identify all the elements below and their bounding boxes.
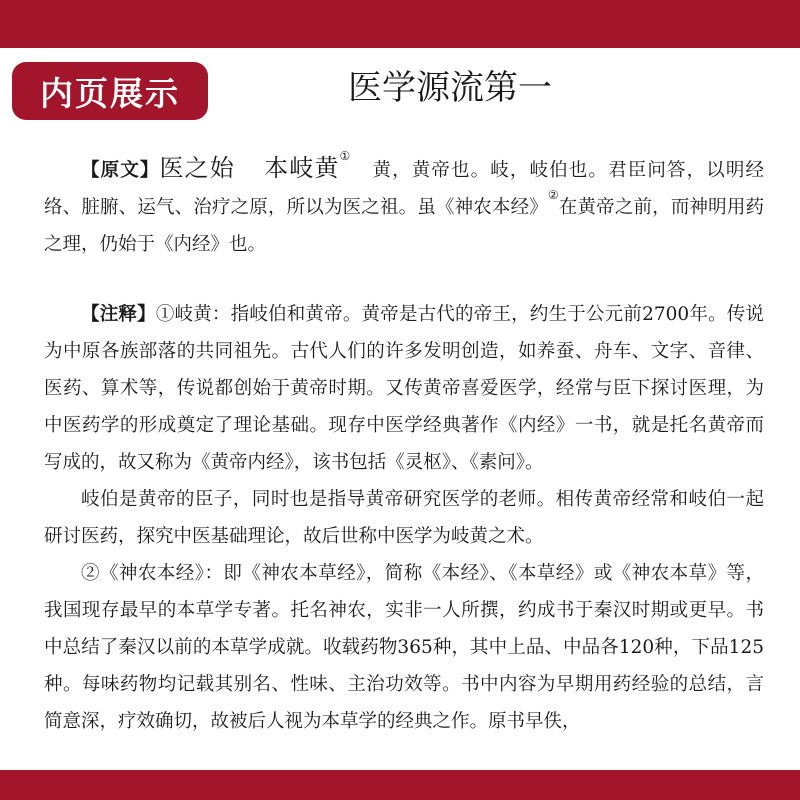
original-text-section bbox=[44, 150, 764, 263]
page-preview-badge: 内页展示 bbox=[12, 62, 208, 120]
note-paragraph-3: ②《神农本经》：即《神农本草经》，简称《本经》、《本草经》或《神农本草》等，我国现存最早的本草学专著。托名神农，实非一人所撰，约成书于秦汉时期或更早。书中总结了秦汉以前的本草学成就。收载药物365种，其中上品、中品各120种，下品125种。每味药物均记载其别名、性味、主治功效等。书中内容为早期用药经验的总结，言简意深，疗效确切，故被后人视为本草学的经典之作。原书早佚， bbox=[44, 563, 764, 732]
note-paragraph-2: 岐伯是黄帝的臣子，同时也是指导黄帝研究医学的老师。相传黄帝经常和岐伯一起研讨医药，探究中医基础理论，故后世称中医学为岐黄之术。 bbox=[44, 489, 764, 547]
notes-label: 【注释】 bbox=[81, 304, 156, 325]
original-text-2: 在黄帝之前，而神明用药之理，仍始于《内经》也。 bbox=[44, 197, 764, 255]
note-mark-1: ① bbox=[339, 149, 352, 163]
notes-section bbox=[44, 296, 764, 740]
note-paragraph-1 bbox=[44, 296, 764, 481]
top-banner bbox=[0, 0, 800, 48]
original-text-1: 黄，黄帝也。岐，岐伯也。君臣问答，以明经络、脏腑、运气、治疗之原，所以为医之祖。虽《神农本经》 bbox=[44, 160, 764, 218]
heading-a: 医之始 bbox=[159, 154, 235, 182]
bottom-banner bbox=[0, 770, 800, 800]
page-title: 医学源流第一 bbox=[348, 68, 552, 108]
original-paragraph bbox=[44, 150, 764, 263]
original-label: 【原文】 bbox=[81, 160, 160, 181]
note-mark-2: ② bbox=[547, 188, 559, 202]
heading-b: 本岐黄 bbox=[262, 154, 340, 182]
note-text-1: ①岐黄：指岐伯和黄帝。黄帝是古代的帝王，约生于公元前2700年。传说为中原各族部落的共同祖先。古代人们的许多发明创造，如养蚕、舟车、文字、音律、医药、算术等，传说都创始于黄帝时期。又传黄帝喜爱医学，经常与臣下探讨医理，为中医药学的形成奠定了理论基础。现存中医学经典著作《内经》一书，就是托名黄帝而写成的，故又称为《黄帝内经》，该书包括《灵枢》、《素问》。 bbox=[44, 304, 764, 473]
